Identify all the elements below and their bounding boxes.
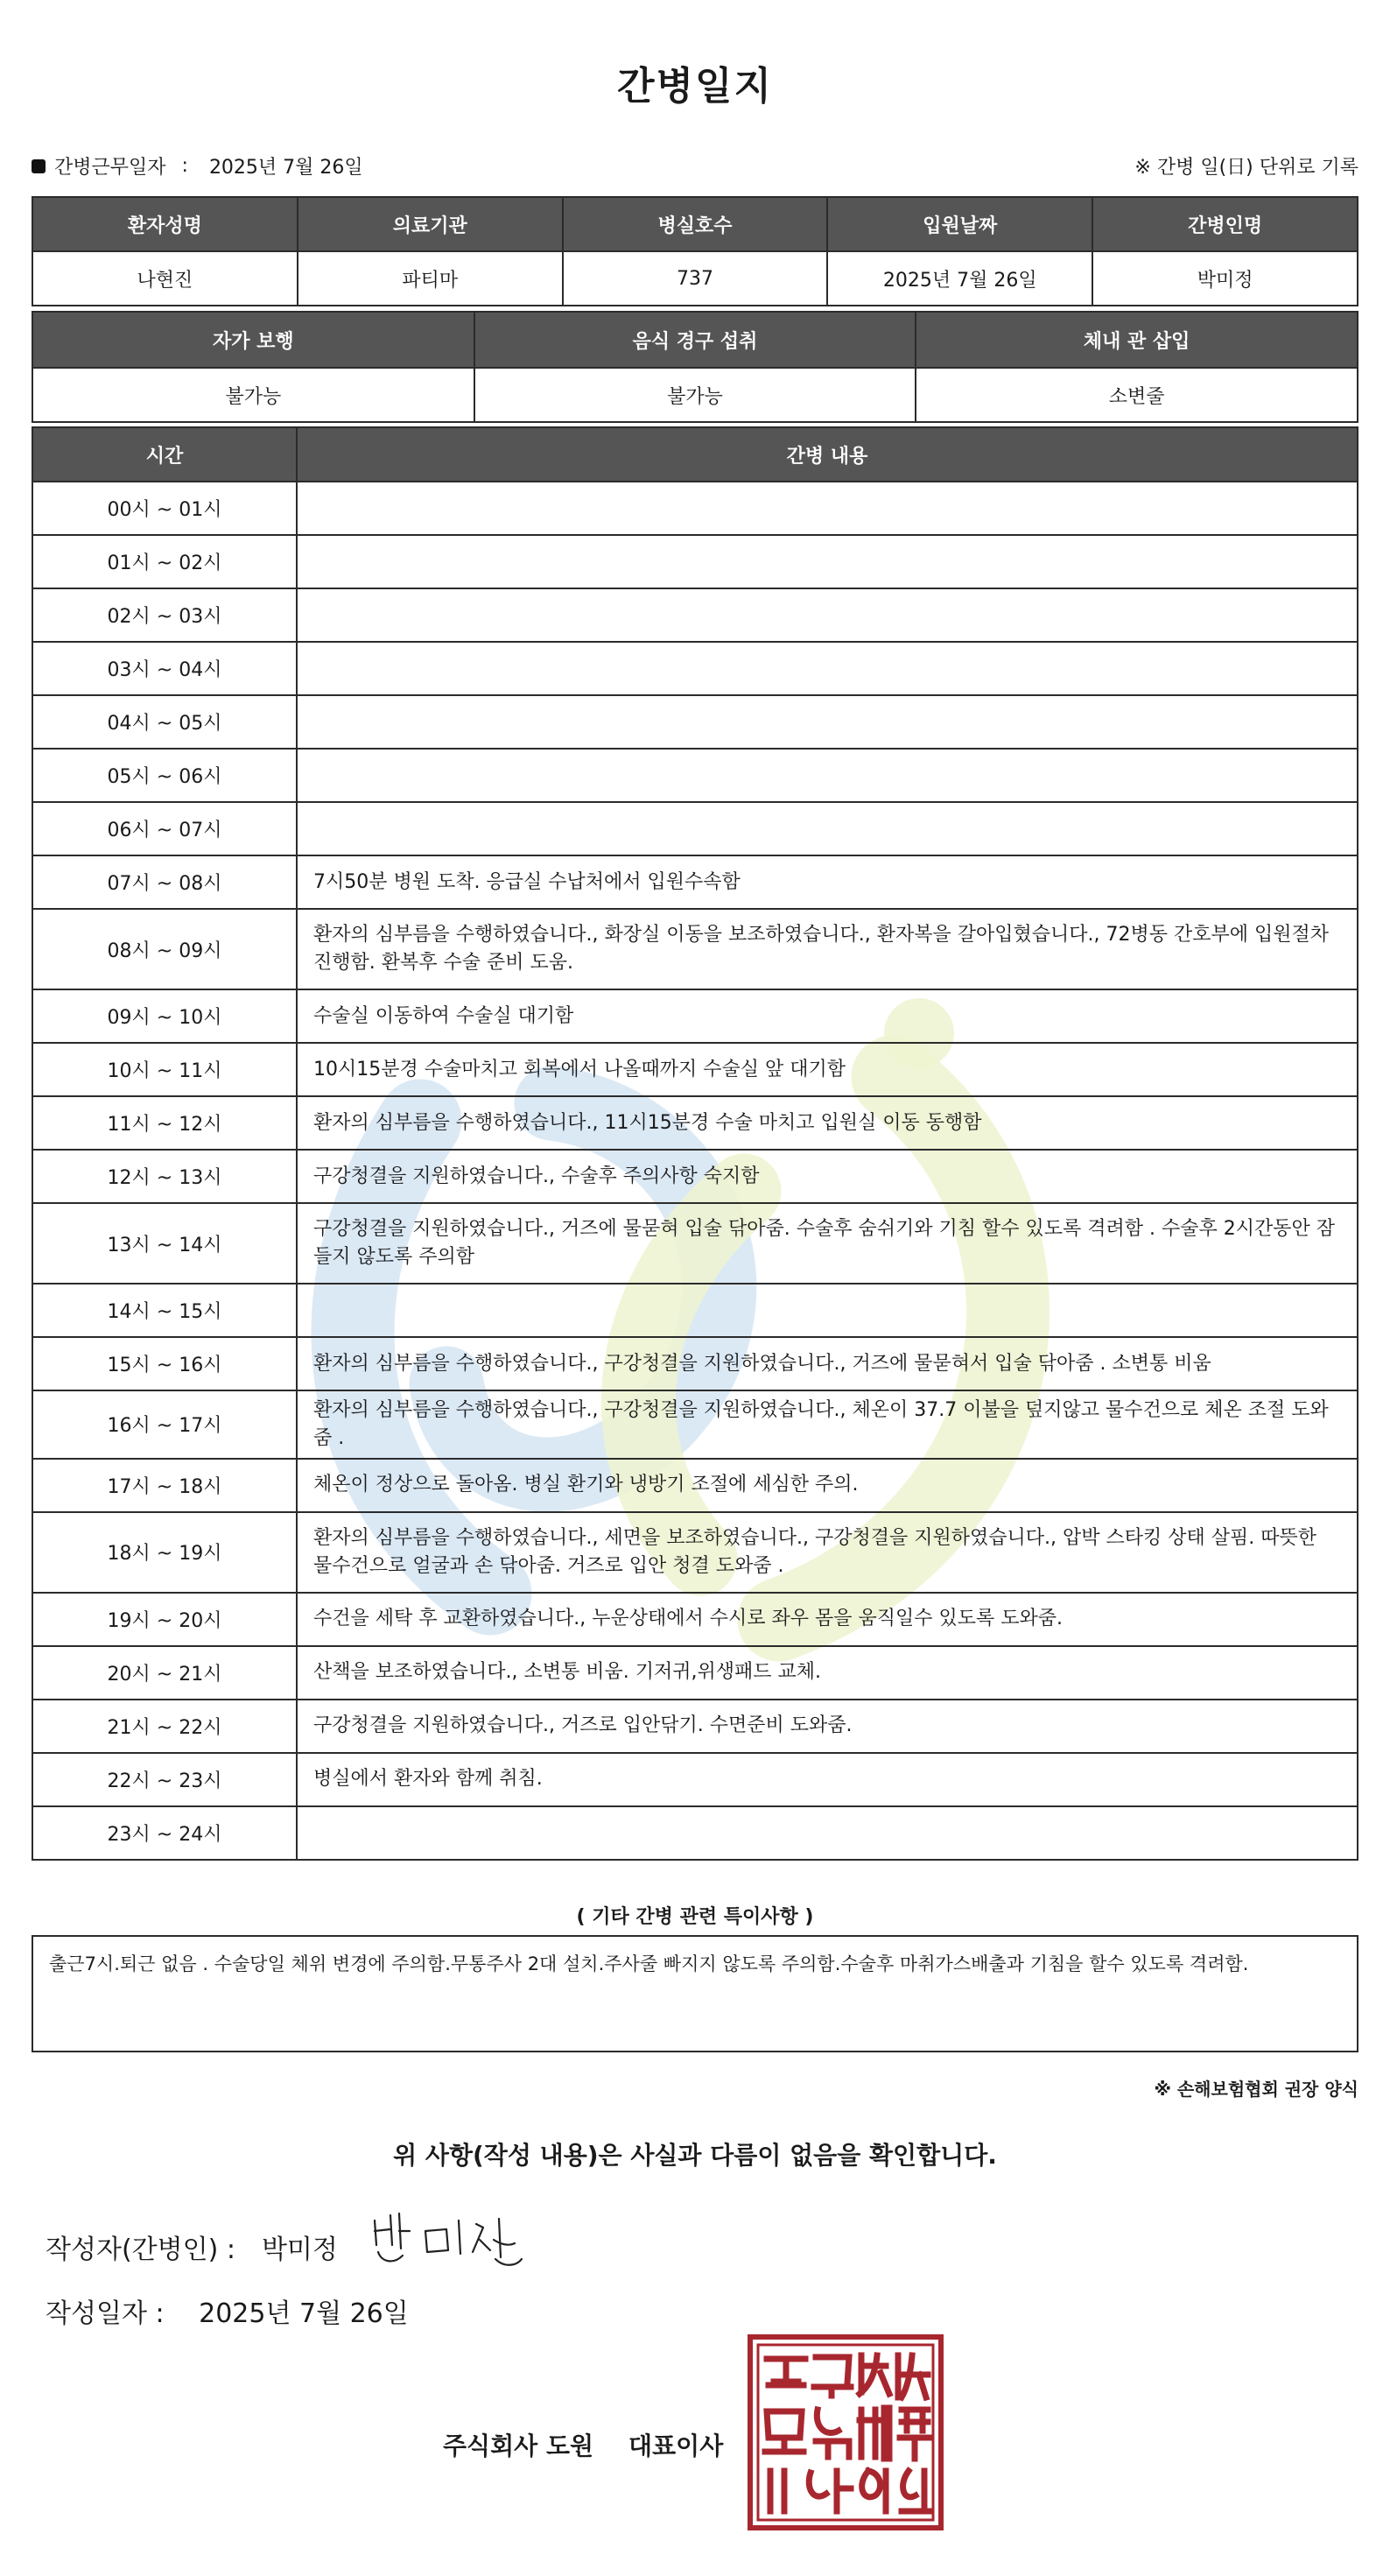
log-content: [297, 749, 1358, 802]
header-caregiver-name: 간병인명: [1092, 197, 1358, 251]
log-content: [297, 588, 1358, 642]
log-content: [297, 535, 1358, 588]
log-time: 08시 ~ 09시: [32, 909, 297, 989]
table-row: [32, 1203, 1358, 1284]
table-row: [32, 1096, 1358, 1150]
table-row: [32, 1337, 1358, 1390]
header-room-number: 병실호수: [563, 197, 828, 251]
special-notes-title: ( 기타 간병 관련 특이사항 ): [576, 1906, 814, 1928]
log-time: 18시 ~ 19시: [32, 1512, 297, 1593]
written-date-line: [46, 2291, 409, 2330]
log-content: [297, 482, 1358, 535]
table-row: [32, 535, 1358, 588]
log-time: 00시 ~ 01시: [32, 482, 297, 535]
log-time: 22시 ~ 23시: [32, 1753, 297, 1806]
admission-date: 2025년 7월 26일: [827, 251, 1092, 306]
written-date-label: 작성일자 :: [46, 2298, 165, 2329]
log-content: 병실에서 환자와 함께 취침.: [297, 1753, 1358, 1806]
writer-label: 작성자(간병인) :: [46, 2235, 235, 2265]
bullet-square-icon: [32, 159, 46, 173]
log-time: 17시 ~ 18시: [32, 1459, 297, 1512]
special-notes-content: 출근7시.퇴근 없음 . 수술당일 체위 변경에 주의함.무통주사 2대 설치.주사줄 빠지지 않도록 주의함.수술후 마취가스배출과 기침을 할수 있도록 격려함.: [32, 1935, 1358, 2052]
record-unit-note: ※ 간병 일(日) 단위로 기록: [1134, 157, 1358, 179]
care-log-table: [32, 426, 1358, 1861]
oral-intake-value: 불가능: [474, 368, 916, 422]
log-content: 구강청결을 지원하였습니다., 수술후 주의사항 숙지함: [297, 1150, 1358, 1203]
table-row: [32, 1459, 1358, 1512]
table-row: [32, 989, 1358, 1043]
work-date-colon: :: [181, 155, 188, 177]
log-content: [297, 695, 1358, 749]
log-time: 07시 ~ 08시: [32, 855, 297, 909]
table-row: [32, 802, 1358, 855]
written-date-value: 2025년 7월 26일: [199, 2298, 409, 2329]
work-date-value: 2025년 7월 26일: [208, 157, 363, 179]
log-content: 10시15분경 수술마치고 회복에서 나올때까지 수술실 앞 대기함: [297, 1043, 1358, 1096]
log-content: 수건을 세탁 후 교환하였습니다., 누운상태에서 수시로 좌우 몸을 움직일수 있도록 도와줌.: [297, 1593, 1358, 1646]
table-row: [32, 855, 1358, 909]
header-care-content: 간병 내용: [297, 427, 1358, 482]
log-time: 02시 ~ 03시: [32, 588, 297, 642]
table-row: [32, 642, 1358, 695]
tube-insertion-value: 소변줄: [916, 368, 1358, 422]
patient-info-table: [32, 196, 1358, 306]
log-content: 산책을 보조하였습니다., 소변통 비움. 기저귀,위생패드 교체.: [297, 1646, 1358, 1700]
log-content: 체온이 정상으로 돌아옴. 병실 환기와 냉방기 조절에 세심한 주의.: [297, 1459, 1358, 1512]
log-time: 21시 ~ 22시: [32, 1700, 297, 1753]
patient-header-row: [32, 197, 1358, 251]
work-date-label: 간병근무일자: [54, 157, 166, 179]
log-content: 환자의 심부름을 수행하였습니다., 세면을 보조하였습니다., 구강청결을 지원하였습니다., 압박 스타킹 상태 살핌. 따뜻한 물수건으로 얼굴과 손 닦아줌. 거즈로 입안 청결 도와줌 .: [297, 1512, 1358, 1593]
seal-glyphs: [753, 2340, 938, 2525]
table-row: [32, 1646, 1358, 1700]
log-content: 환자의 심부름을 수행하였습니다., 화장실 이동을 보조하였습니다., 환자복을 갈아입혔습니다., 72병동 간호부에 입원절차 진행함. 환복후 수술 준비 도움.: [297, 909, 1358, 989]
table-row: [32, 1043, 1358, 1096]
self-walking-value: 불가능: [32, 368, 474, 422]
company-line: [443, 2427, 723, 2462]
patient-name: 나현진: [32, 251, 298, 306]
log-time: 06시 ~ 07시: [32, 802, 297, 855]
log-content: 7시50분 병원 도착. 응급실 수납처에서 입원수속함: [297, 855, 1358, 909]
log-time: 15시 ~ 16시: [32, 1337, 297, 1390]
meta-row: [32, 152, 1358, 182]
table-row: [32, 1150, 1358, 1203]
log-time: 16시 ~ 17시: [32, 1390, 297, 1459]
header-admission-date: 입원날짜: [827, 197, 1092, 251]
log-time: 05시 ~ 06시: [32, 749, 297, 802]
table-row: [32, 1806, 1358, 1860]
table-row: [32, 695, 1358, 749]
hospital-name: 파티마: [298, 251, 563, 306]
log-content: [297, 642, 1358, 695]
log-content: [297, 1284, 1358, 1337]
table-row: [32, 1753, 1358, 1806]
header-oral-intake: 음식 경구 섭취: [474, 312, 916, 368]
log-content: 구강청결을 지원하였습니다., 거즈로 입안닦기. 수면준비 도와줌.: [297, 1700, 1358, 1753]
table-row: [32, 1700, 1358, 1753]
log-time: 14시 ~ 15시: [32, 1284, 297, 1337]
log-content: 환자의 심부름을 수행하였습니다., 11시15분경 수술 마치고 입원실 이동 동행함: [297, 1096, 1358, 1150]
company-name: 주식회사 도원: [443, 2432, 594, 2460]
header-hospital: 의료기관: [298, 197, 563, 251]
log-content: [297, 802, 1358, 855]
log-time: 11시 ~ 12시: [32, 1096, 297, 1150]
table-row: [32, 1593, 1358, 1646]
log-time: 04시 ~ 05시: [32, 695, 297, 749]
work-date-group: [32, 152, 363, 179]
status-header-row: [32, 312, 1358, 368]
room-number: 737: [563, 251, 828, 306]
patient-value-row: [32, 251, 1358, 306]
writer-name: 박미정: [261, 2235, 338, 2265]
header-patient-name: 환자성명: [32, 197, 298, 251]
confirmation-statement: 위 사항(작성 내용)은 사실과 다름이 없음을 확인합니다.: [393, 2141, 997, 2170]
log-time: 01시 ~ 02시: [32, 535, 297, 588]
header-self-walking: 자가 보행: [32, 312, 474, 368]
header-time: 시간: [32, 427, 297, 482]
log-content: 구강청결을 지원하였습니다., 거즈에 물묻혀 입술 닦아줌. 수술후 숨쉬기와 기침 할수 있도록 격려함 . 수술후 2시간동안 잠들지 않도록 주의함: [297, 1203, 1358, 1284]
table-row: [32, 1512, 1358, 1593]
log-time: 10시 ~ 11시: [32, 1043, 297, 1096]
table-row: [32, 909, 1358, 989]
log-content: 수술실 이동하여 수술실 대기함: [297, 989, 1358, 1043]
table-row: [32, 1390, 1358, 1459]
caregiver-name: 박미정: [1092, 251, 1358, 306]
status-value-row: [32, 368, 1358, 422]
log-time: 19시 ~ 20시: [32, 1593, 297, 1646]
company-seal-stamp: [748, 2334, 944, 2530]
log-time: 12시 ~ 13시: [32, 1150, 297, 1203]
table-row: [32, 749, 1358, 802]
handwritten-signature: [368, 2205, 525, 2275]
log-content: 환자의 심부름을 수행하였습니다., 구강청결을 지원하였습니다., 거즈에 물묻혀서 입술 닦아줌 . 소변통 비움: [297, 1337, 1358, 1390]
table-row: [32, 482, 1358, 535]
log-header-row: [32, 427, 1358, 482]
log-time: 13시 ~ 14시: [32, 1203, 297, 1284]
log-time: 23시 ~ 24시: [32, 1806, 297, 1860]
patient-status-table: [32, 311, 1358, 423]
log-content: 환자의 심부름을 수행하였습니다., 구강청결을 지원하였습니다., 체온이 37.7 이불을 덮지않고 물수건으로 체온 조절 도와줌 .: [297, 1390, 1358, 1459]
page-title: 간병일지: [616, 64, 773, 109]
table-row: [32, 1284, 1358, 1337]
header-tube-insertion: 체내 관 삽입: [916, 312, 1358, 368]
writer-line: [46, 2228, 338, 2266]
log-content: [297, 1806, 1358, 1860]
log-time: 20시 ~ 21시: [32, 1646, 297, 1700]
representative-title: 대표이사: [628, 2432, 724, 2460]
log-time: 03시 ~ 04시: [32, 642, 297, 695]
log-time: 09시 ~ 10시: [32, 989, 297, 1043]
table-row: [32, 588, 1358, 642]
insurance-association-note: ※ 손해보험협회 권장 양식: [1154, 2079, 1358, 2100]
